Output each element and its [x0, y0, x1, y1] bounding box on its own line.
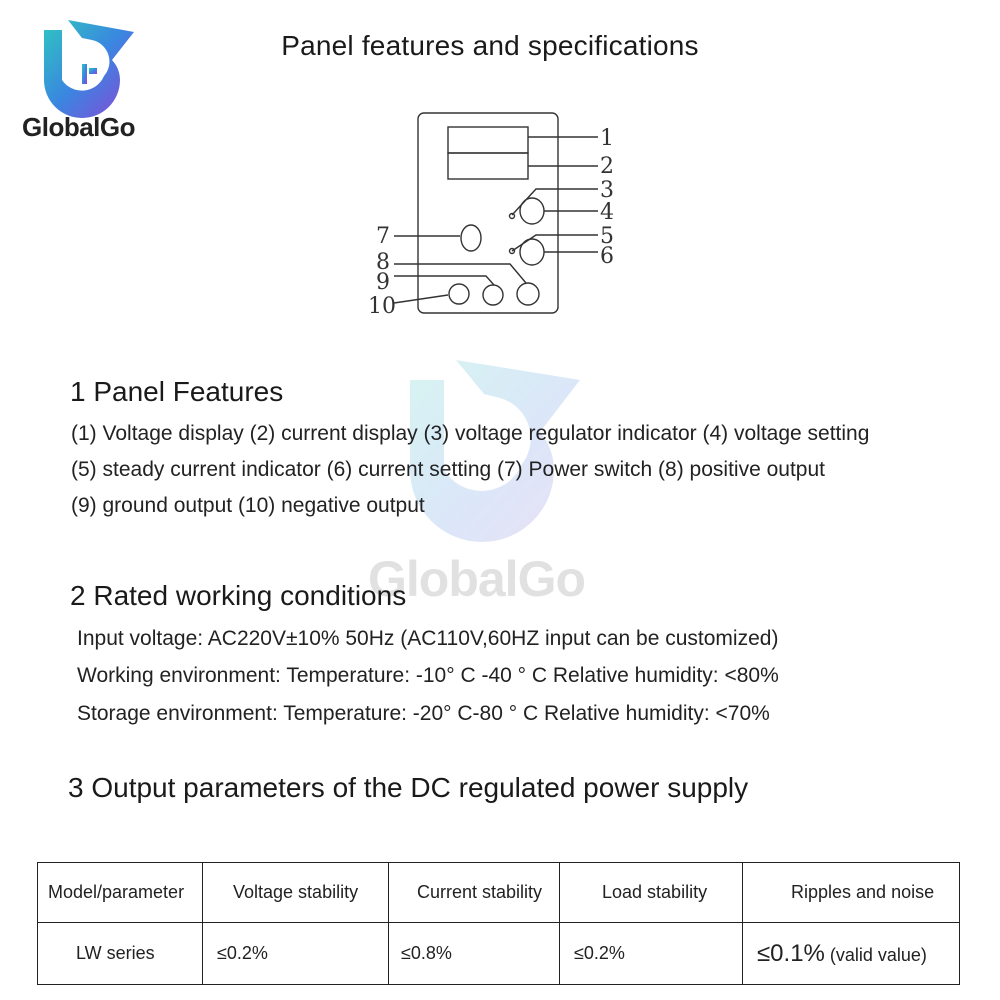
- diagram-label: 2: [600, 154, 614, 179]
- output-parameters-table: [37, 862, 960, 985]
- table-header-cell: Current stability: [389, 863, 560, 923]
- watermark-brand: GlobalGo: [368, 551, 585, 607]
- panel-outline: [418, 113, 558, 313]
- condition-line: Storage environment: Temperature: -20° C-80 ° C Relative humidity: <70%: [77, 702, 770, 725]
- negative-terminal: [449, 284, 469, 304]
- section-heading-conditions: 2 Rated working conditions: [70, 580, 407, 611]
- diagram-label: 5: [600, 224, 614, 249]
- ripple-value: ≤0.1%: [757, 939, 825, 967]
- table-cell-ripple: [743, 923, 960, 985]
- diagram-label: 4: [600, 200, 614, 225]
- table-cell-voltage: ≤0.2%: [203, 923, 389, 985]
- table-header-row: [38, 863, 960, 923]
- table-cell-load: ≤0.2%: [560, 923, 743, 985]
- condition-line: Input voltage: AC220V±10% 50Hz (AC110V,60HZ input can be customized): [77, 627, 779, 650]
- diagram-label: 6: [600, 244, 614, 269]
- ground-terminal: [483, 285, 503, 305]
- table-row: [38, 923, 960, 985]
- brand-name: GlobalGo: [22, 112, 135, 142]
- feature-line: (1) Voltage display (2) current display (3) voltage regulator indicator (4) voltage setting: [71, 422, 870, 445]
- current-knob: [520, 239, 544, 265]
- table-header-cell: Load stability: [560, 863, 743, 923]
- power-switch: [461, 225, 481, 251]
- table-header-cell: Model/parameter: [38, 863, 203, 923]
- diagram-label: 9: [376, 270, 390, 295]
- voltage-knob: [520, 198, 544, 224]
- table-cell-current: ≤0.8%: [389, 923, 560, 985]
- diagram-label: 1: [600, 126, 614, 151]
- table-header-cell: Ripples and noise: [743, 863, 960, 923]
- section-heading-features: 1 Panel Features: [70, 376, 284, 407]
- section-heading-output: 3 Output parameters of the DC regulated power supply: [68, 772, 749, 803]
- voltage-display-box: [448, 127, 528, 153]
- panel-diagram: [360, 105, 630, 320]
- table-cell-model: LW series: [38, 923, 203, 985]
- page-title: Panel features and specifications: [281, 30, 699, 61]
- diagram-label: 3: [600, 178, 614, 203]
- feature-line: (5) steady current indicator (6) current setting (7) Power switch (8) positive output: [71, 458, 825, 481]
- diagram-label: 7: [376, 224, 390, 249]
- positive-terminal: [517, 283, 539, 305]
- table-header-cell: Voltage stability: [203, 863, 389, 923]
- diagram-label: 8: [376, 250, 390, 275]
- diagram-label: 10: [368, 294, 396, 319]
- ripple-note: (valid value): [829, 944, 927, 965]
- condition-line: Working environment: Temperature: -10° C -40 ° C Relative humidity: <80%: [77, 664, 779, 687]
- current-display-box: [448, 153, 528, 179]
- feature-line: (9) ground output (10) negative output: [71, 494, 425, 517]
